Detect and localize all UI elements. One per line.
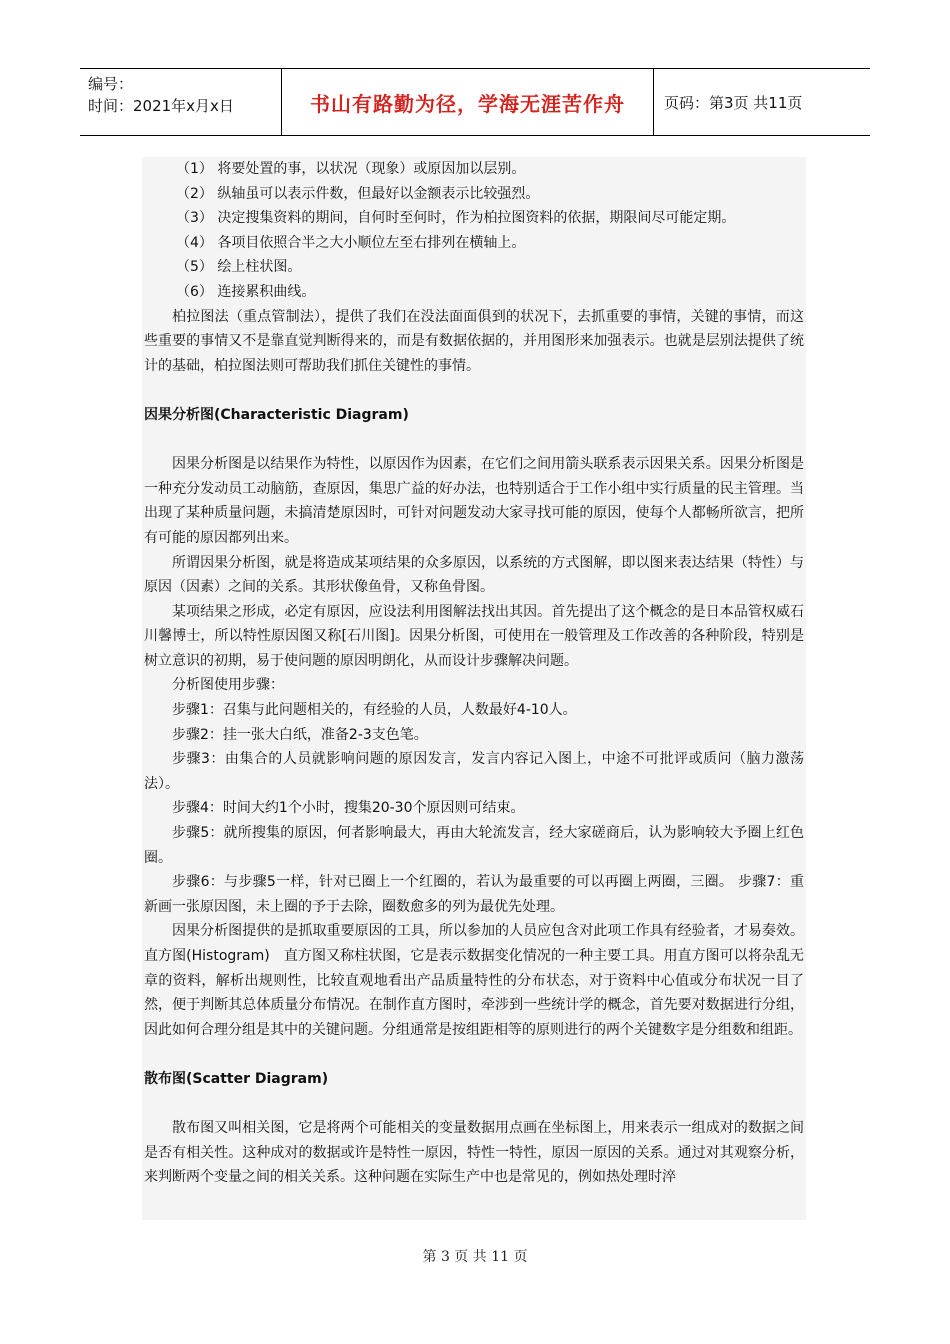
list-item: （3） 决定搜集资料的期间，自何时至何时，作为柏拉图资料的依据，期限间尽可能定期。 — [176, 210, 736, 227]
list-item: （5） 绘上柱状图。 — [176, 259, 302, 276]
list-item: （4） 各项目依照合半之大小顺位左至右排列在横轴上。 — [176, 234, 526, 251]
paragraph-spacer — [142, 1092, 806, 1117]
body-paragraph: 柏拉图法（重点管制法），提供了我们在没法面面俱到的状况下，去抓重要的事情，关键的事情，而这些重要的事情又不是靠直觉判断得来的，而是有数据依据的，并用图形来加强表示。也就是层别法提供了统计的基础，柏拉图法则可帮助我们抓住关键性的事情。 — [144, 308, 804, 374]
body-paragraph: 步骤4：时间大约1个小时，搜集20-30个原因则可结束。 — [172, 800, 525, 817]
body-paragraph: 分析图使用步骤： — [172, 677, 284, 694]
paragraph-spacer — [142, 1042, 806, 1067]
body-paragraph: 步骤5：就所搜集的原因，何者影响最大，再由大轮流发言，经大家磋商后，认为影响较大予圈上红色圈。 — [144, 825, 804, 866]
section-heading: 因果分析图(Characteristic Diagram) — [144, 406, 409, 423]
paragraph-spacer — [142, 378, 806, 403]
document-body — [142, 157, 806, 1220]
body-paragraph: 所谓因果分析图，就是将造成某项结果的众多原因，以系统的方式图解，即以图来表达结果（特性）与原因（因素）之间的关系。其形状像鱼骨，又称鱼骨图。 — [144, 554, 804, 596]
body-paragraph: 散布图又叫相关图，它是将两个可能相关的变量数据用点画在坐标图上，用来表示一组成对的数据之间是否有相关性。这种成对的数据或许是特性一原因，特性一特性，原因一原因的关系。通过对其观察分析，来判断两个变量之间的相关关系。这种问题在实际生产中也是常见的，例如热处理时淬 — [144, 1120, 804, 1186]
header-motto: 书山有路勤为径，学海无涯苦作舟 — [282, 69, 654, 135]
page-header — [80, 68, 870, 136]
list-item: （1） 将要处置的事，以状况（现象）或原因加以层别。 — [176, 161, 526, 177]
header-meta — [80, 69, 282, 135]
body-paragraph: 步骤2：挂一张大白纸，准备2-3支色笔。 — [172, 726, 428, 743]
body-paragraph: 步骤1：召集与此问题相关的，有经验的人员，人数最好4-10人。 — [172, 702, 577, 719]
document-number-label: 编号： — [88, 75, 134, 93]
page-footer: 第 3 页 共 11 页 — [422, 1249, 528, 1265]
body-paragraph: 某项结果之形成，必定有原因，应设法利用图解法找出其因。首先提出了这个概念的是日本品管权威石川馨博士，所以特性原因图又称[石川图]。因果分析图，可使用在一般管理及工作改善的各种阶段，特别是树立意识的初期，易于使问题的原因明朗化，从而设计步骤解决问题。 — [144, 603, 804, 669]
document-time-label: 时间：2021年x月x日 — [88, 97, 234, 115]
body-paragraph: 因果分析图是以结果作为特性，以原因作为因素，在它们之间用箭头联系表示因果关系。因果分析图是一种充分发动员工动脑筋，查原因，集思广益的好办法，也特别适合于工作小组中实行质量的民主管理。当出现了某种质量问题，未搞清楚原因时，可针对问题发动大家寻找可能的原因，使每个人都畅所欲言，把所有可能的原因都列出来。 — [144, 456, 804, 546]
list-item: （6） 连接累积曲线。 — [176, 283, 316, 300]
body-paragraph: 步骤6：与步骤5一样，针对已圈上一个红圈的，若认为最重要的可以再圈上两圈，三圈。 步骤7：重新画一张原因图，未上圈的予于去除，圈数愈多的列为最优先处理。 — [144, 874, 804, 915]
body-paragraph: 因果分析图提供的是抓取重要原因的工具，所以参加的人员应包含对此项工作具有经验者，才易奏效。 直方图(Histogram) 直方图又称柱状图，它是表示数据变化情况的一种主要工具。用直方图可以将杂乱无章的资料，解析出规则性，比较直观地看出产品质量特性的分布状态，对于资料中心值或分布状况一目了然，便于判断其总体质量分布情况。在制作直方图时，牵涉到一些统计学的概念，首先要对数据进行分组，因此如何合理分组是其中的关键问题。分组通常是按组距相等的原则进行的两个关键数字是分组数和组距。 — [144, 923, 804, 1038]
header-page-label: 页码：第3页 共11页 — [664, 93, 803, 112]
body-paragraph: 步骤3：由集合的人员就影响问题的原因发言，发言内容记入图上，中途不可批评或质问（脑力激荡 法）。 — [144, 751, 804, 792]
section-heading: 散布图(Scatter Diagram) — [144, 1070, 329, 1087]
paragraph-spacer — [142, 428, 806, 453]
list-item: （2） 纵轴虽可以表示件数，但最好以金额表示比较强烈。 — [176, 185, 540, 202]
